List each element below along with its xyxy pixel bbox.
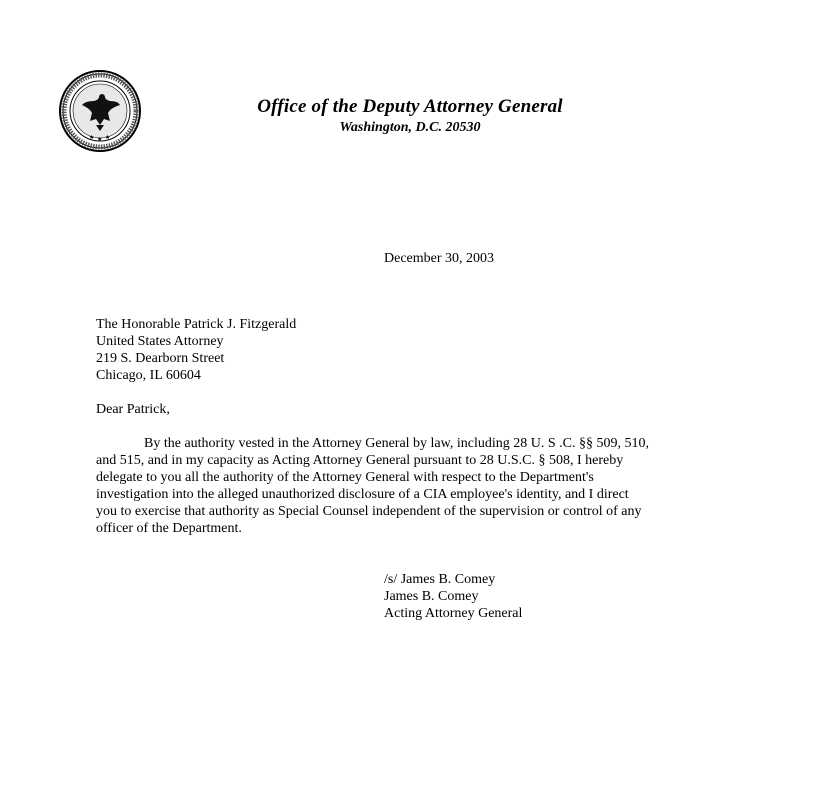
signer-title: Acting Attorney General xyxy=(384,606,523,621)
svg-text:★: ★ xyxy=(97,136,103,143)
department-seal xyxy=(58,69,142,153)
body-line: investigation into the alleged unauthorized disclosure of a CIA employee's identity, and I direct xyxy=(96,487,629,502)
address-line: Chicago, IL 60604 xyxy=(96,368,201,383)
signature-line: /s/ James B. Comey xyxy=(384,572,496,587)
recipient-address xyxy=(96,316,296,384)
office-city: Washington, D.C. 20530 xyxy=(339,120,481,135)
body-line: and 515, and in my capacity as Acting Attorney General pursuant to 28 U.S.C. § 508, I hereby xyxy=(96,453,624,468)
letter-date: December 30, 2003 xyxy=(384,251,495,266)
body-line: officer of the Department. xyxy=(96,521,242,536)
body-line: By the authority vested in the Attorney General by law, including 28 U. S .C. §§ 509, 510, xyxy=(144,436,649,451)
office-title: Office of the Deputy Attorney General xyxy=(257,96,563,117)
letter-body xyxy=(96,435,696,537)
svg-text:★: ★ xyxy=(105,134,111,141)
salutation: Dear Patrick, xyxy=(96,402,170,417)
svg-text:★: ★ xyxy=(89,134,95,141)
address-line: 219 S. Dearborn Street xyxy=(96,351,225,366)
body-line: delegate to you all the authority of the Attorney General with respect to the Department's xyxy=(96,470,594,485)
signature-block xyxy=(384,571,522,622)
seal-icon xyxy=(58,69,142,153)
address-line: The Honorable Patrick J. Fitzgerald xyxy=(96,317,297,332)
signer-name: James B. Comey xyxy=(384,589,479,604)
body-line: you to exercise that authority as Special Counsel independent of the supervision or control of any xyxy=(96,504,642,519)
letterhead xyxy=(230,96,590,137)
address-line: United States Attorney xyxy=(96,334,224,349)
